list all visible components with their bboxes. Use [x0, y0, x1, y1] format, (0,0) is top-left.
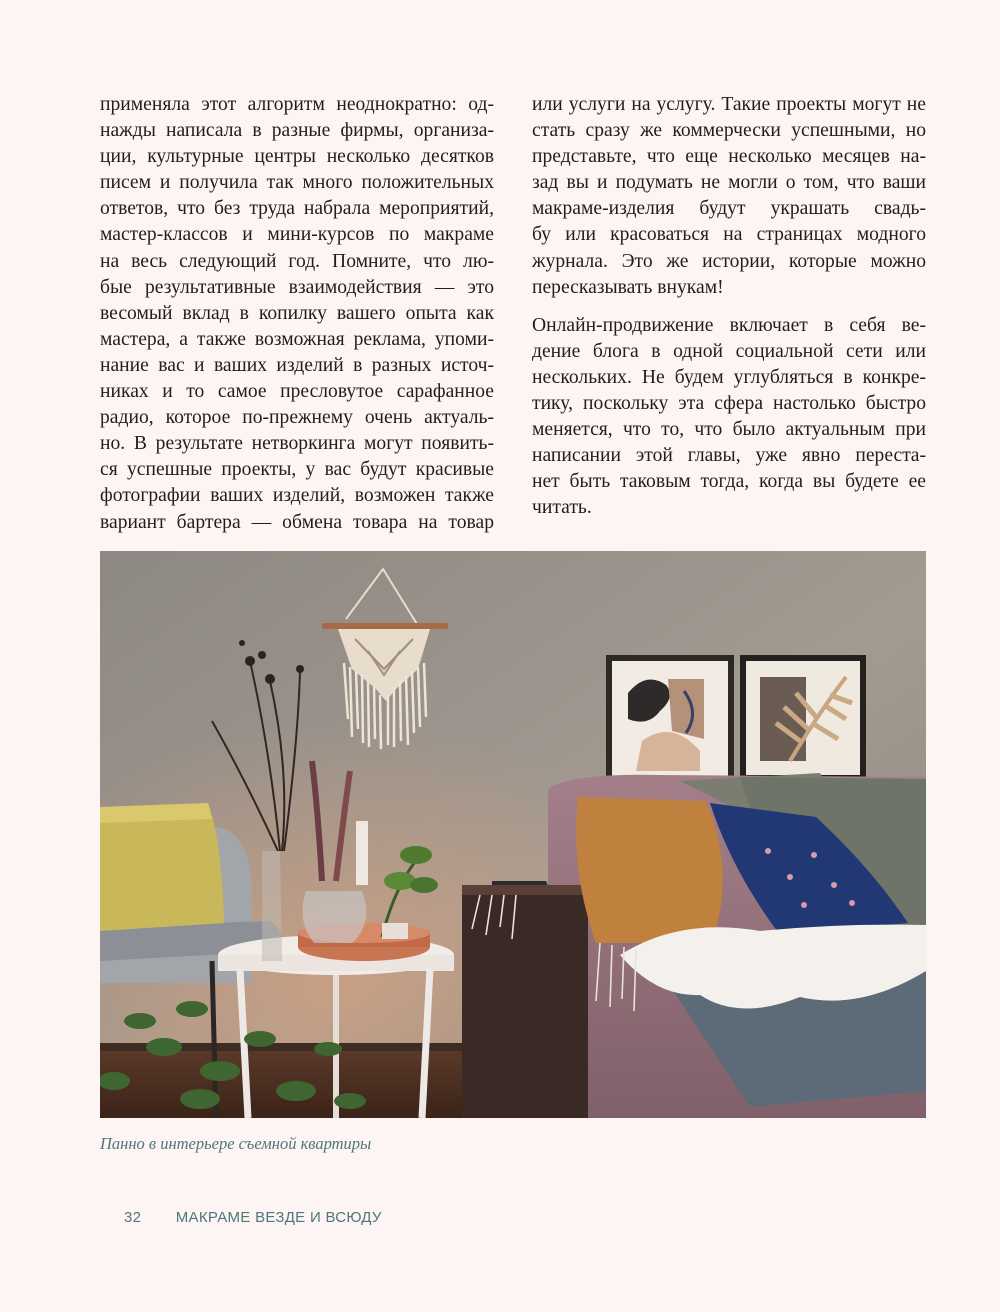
- text-line: зад вы и подумать не могли о том, что ваши: [532, 172, 926, 194]
- text-line: применяла этот алгоритм неоднократно: од-: [100, 94, 494, 115]
- framed-print-left: [606, 655, 734, 785]
- right-paragraph-2: [532, 313, 926, 522]
- text-line: представьте, что еще несколько месяцев на-: [532, 146, 926, 168]
- text-line: ся успешные проекты, у вас будут красивые: [100, 459, 494, 481]
- text-line: меняется, что то, что было актуальным при: [532, 419, 926, 441]
- text-line: или услуги на услугу. Такие проекты могут не: [532, 94, 926, 115]
- text-line: вариант бартера — обмена товара на товар: [100, 511, 494, 533]
- text-line: стать сразу же коммерчески успешными, но: [532, 120, 926, 142]
- text-line: дение блога в одной социальной сети или: [532, 340, 926, 362]
- text-line: мастера, а также возможная реклама, упоми-: [100, 328, 494, 350]
- text-line: бые результативные взаимодействия — это: [100, 276, 494, 298]
- text-line: никах и то самое пресловутое сарафанное: [100, 381, 494, 403]
- text-line: тику, поскольку эта сфера настолько быстро: [532, 393, 926, 415]
- running-title: МАКРАМЕ ВЕЗДЕ И ВСЮДУ: [175, 1209, 382, 1226]
- text-line: нажды написала в разные фирмы, организа-: [100, 120, 494, 142]
- text-line: мастер-классов и мини-курсов по макраме: [100, 224, 494, 246]
- text-line: на весь следующий год. Помните, что лю-: [100, 250, 494, 272]
- text-line: фотографии ваших изделий, возможен также: [100, 485, 494, 507]
- left-text-column: [100, 92, 494, 536]
- text-line: написании этой главы, уже явно перестa-: [532, 445, 926, 467]
- framed-print-right: [740, 655, 866, 781]
- text-line: радио, которое по-прежнему очень актуаль-: [100, 407, 494, 429]
- text-line: бу или красоваться на страницах модного: [532, 224, 926, 246]
- text-line: пересказывать внукам!: [532, 276, 724, 298]
- text-line: ответов, что без труда набрала мероприятий,: [100, 198, 494, 220]
- text-line: писем и получила так много положительных: [100, 172, 494, 194]
- text-line: читать.: [532, 497, 592, 519]
- text-line: но. В результате нетворкинга могут появить-: [100, 433, 494, 455]
- page-number: 32: [124, 1209, 142, 1226]
- text-line: нание вас и ваших изделий в разных источ-: [100, 354, 494, 376]
- photo-caption: Панно в интерьере съемной квартиры: [100, 1134, 372, 1153]
- left-paragraph: [100, 92, 494, 536]
- text-line: нескольких. Не будем углубляться в конкре-: [532, 366, 926, 388]
- page-footer: [124, 1209, 382, 1226]
- interior-photo: [100, 551, 926, 1118]
- right-text-column: [532, 92, 926, 522]
- right-paragraph-1: [532, 92, 926, 301]
- text-line: журнала. Это же истории, которые можно: [532, 250, 926, 272]
- text-line: нет быть таковым тогда, когда вы будете ее: [532, 471, 926, 493]
- text-line: ции, культурные центры несколько десятков: [100, 146, 494, 168]
- text-line: Онлайн-продвижение включает в себя ве-: [532, 314, 926, 336]
- text-line: весомый вклад в копилку вашего опыта как: [100, 302, 494, 324]
- text-line: макраме-изделия будут украшать свадь-: [532, 198, 926, 220]
